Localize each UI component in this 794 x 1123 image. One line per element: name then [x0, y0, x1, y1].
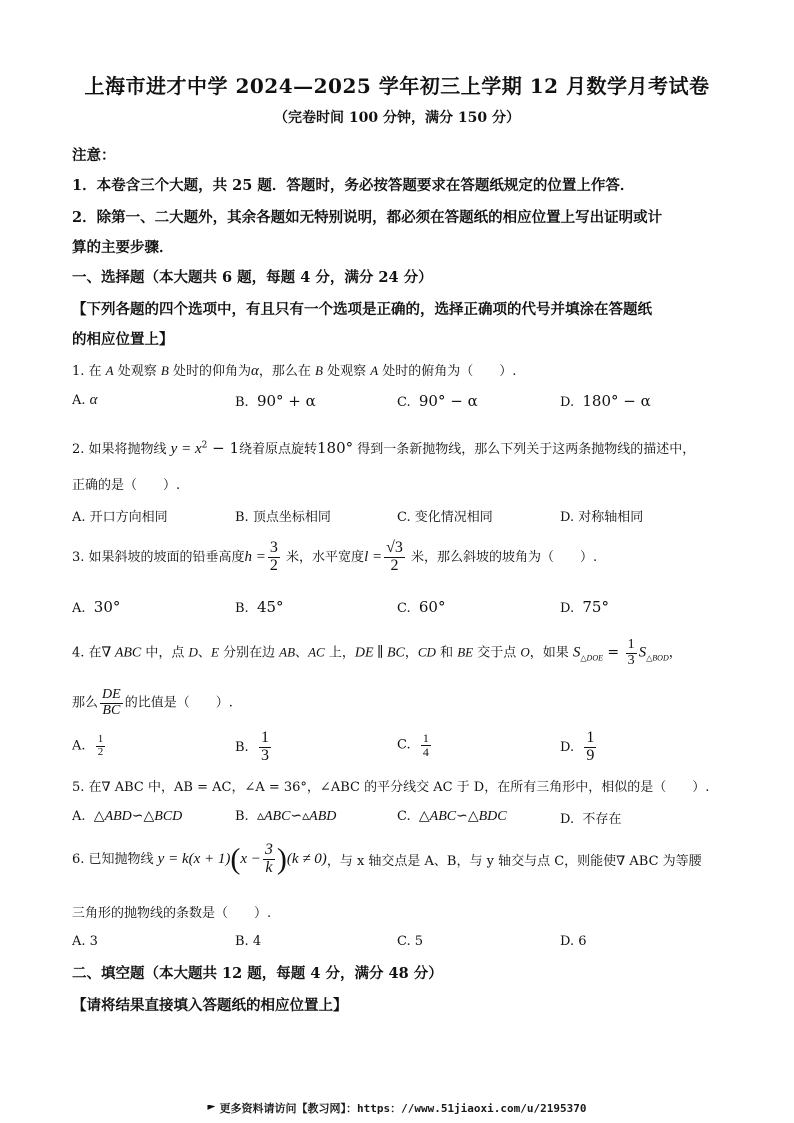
- q1-option-d: [560, 392, 651, 410]
- question-2: [72, 438, 695, 458]
- fraction-numerator: 3: [264, 841, 273, 858]
- q1-point-b: B: [160, 363, 169, 378]
- q3-h-fraction: [268, 540, 280, 575]
- option-label: A.: [72, 601, 86, 616]
- q2-text: 得到一条新抛物线，那么下列关于这两条抛物线的描述中，: [353, 442, 696, 457]
- q4-point: D: [188, 644, 198, 660]
- q2-option-a: A. 开口方向相同: [72, 510, 168, 525]
- fraction-denominator: 3: [627, 652, 635, 668]
- q5-option-c: [397, 808, 507, 825]
- option-label: D.: [560, 395, 575, 410]
- q4-equals: =: [602, 644, 624, 661]
- option-label: B.: [235, 809, 249, 824]
- left-paren: (: [230, 842, 241, 876]
- q4-text: 的比值是（ ）.: [124, 695, 233, 711]
- option-value: △ABC∽△BDC: [418, 809, 507, 824]
- option-value: △ABD∽△BCD: [93, 809, 183, 824]
- option-label: D.: [560, 812, 575, 827]
- q6-option-a: A. 3: [72, 934, 98, 949]
- q1-text: 处时的俯角为（ ）.: [378, 364, 517, 379]
- option-value: α: [89, 392, 98, 408]
- option-value: 不存在: [582, 812, 622, 827]
- fraction-denominator: k: [265, 858, 273, 876]
- q4-point: E: [210, 644, 219, 660]
- fraction-numerator: DE: [102, 687, 121, 702]
- q4-text: 上，: [324, 645, 355, 661]
- option-label: D.: [560, 739, 575, 755]
- option-label: A.: [72, 809, 86, 824]
- q4-area-subscript: △DOE: [580, 653, 603, 663]
- q3-option-b: [235, 598, 284, 616]
- fraction-denominator: 2: [269, 556, 278, 574]
- q4-text: 那么: [72, 695, 99, 711]
- notice-item-2-cont: 算的主要步骤．: [72, 239, 174, 256]
- footer-link[interactable]: 更多资料请访问【教习网】：https：//www.51jiaoxi.com/u/2195370: [219, 1102, 587, 1115]
- section1-heading: 一、选择题（本大题共 6 题，每题 4 分，满分 24 分）: [72, 269, 433, 286]
- option-value: 180° − α: [582, 392, 651, 410]
- q3-option-d: [560, 598, 609, 616]
- fraction-numerator: √3: [386, 539, 403, 556]
- q4-text: 、: [197, 645, 211, 661]
- option-value: 90° − α: [418, 392, 478, 410]
- q1-text: ，那么在: [258, 364, 315, 379]
- section2-instruction: 【请将结果直接填入答题纸的相应位置上】: [72, 997, 348, 1014]
- q4-text: 4. 在: [72, 645, 102, 661]
- option-label: B.: [235, 395, 249, 410]
- fraction-denominator: 4: [422, 744, 429, 759]
- q1-point-a: A: [105, 363, 114, 378]
- q2-option-c: C. 变化情况相同: [397, 510, 493, 525]
- q4-text: ，如果: [529, 645, 573, 661]
- fraction-denominator: 9: [586, 746, 595, 764]
- q3-h: h =: [244, 548, 266, 565]
- q2-option-b: B. 顶点坐标相同: [235, 510, 331, 525]
- fraction-numerator: 3: [269, 539, 278, 556]
- q1-text: 处观察: [113, 364, 161, 379]
- q4-text: 中，点: [141, 645, 189, 661]
- fraction-numerator: 1: [627, 637, 635, 652]
- q6-text: ，与 x 轴交点是 A、B，与 y 轴交与点 C，则能使∇ ABC 为等腰: [326, 853, 702, 869]
- q4-text: ，: [404, 645, 418, 661]
- q6-text: 6. 已知抛物线: [72, 851, 158, 867]
- q1-text: 1. 在: [72, 364, 106, 379]
- q4-area-subscript: △BOD: [646, 653, 669, 663]
- q3-text: 3. 如果斜坡的坡面的铅垂高度: [72, 549, 245, 565]
- q6-formula: y = k(x + 1): [157, 850, 231, 867]
- option-value: 75°: [582, 598, 609, 616]
- option-fraction: [96, 734, 106, 758]
- q2-text: 2. 如果将抛物线: [72, 442, 171, 457]
- fraction-denominator: 2: [390, 556, 399, 574]
- q1-point-b: B: [315, 363, 323, 378]
- fraction-denominator: 3: [260, 746, 269, 764]
- option-value: 60°: [418, 598, 446, 616]
- option-label: C.: [397, 395, 411, 410]
- fraction-numerator: 1: [97, 733, 104, 745]
- q1-option-b: [235, 392, 316, 410]
- option-value: 90° + α: [256, 392, 316, 410]
- q1-text: 处观察: [322, 364, 371, 379]
- question-6: [72, 842, 702, 877]
- q4-fraction: [626, 638, 637, 668]
- q1-point-a: A: [370, 363, 379, 378]
- question-1: [72, 360, 516, 380]
- notice-item-1: 1．本卷含三个大题，共 25 题．答题时，务必按答题要求在答题纸规定的位置上作答．: [72, 177, 635, 194]
- question-6-cont: 三角形的抛物线的条数是（ ）.: [72, 906, 272, 921]
- q4-area: S: [572, 644, 581, 661]
- q4-segment: AB: [279, 644, 296, 660]
- q4-option-c: [397, 732, 433, 758]
- option-fraction: [421, 732, 431, 758]
- flag-icon: [207, 1105, 215, 1114]
- option-label: C.: [397, 737, 411, 753]
- fraction-numerator: 1: [422, 731, 429, 745]
- section1-instruction: 【下列各题的四个选项中，有且只有一个选项是正确的，选择正确项的代号并填涂在答题纸: [72, 301, 652, 318]
- section1-instruction-cont: 的相应位置上】: [72, 331, 174, 348]
- q5-option-b: [235, 808, 336, 825]
- q4-segment: BE: [457, 644, 474, 660]
- question-3: [72, 540, 597, 575]
- q4-area: S: [638, 644, 647, 661]
- q4-segment: AC: [308, 644, 325, 660]
- footer: [0, 1100, 794, 1116]
- q4-option-b: [235, 730, 273, 765]
- fraction-denominator: 2: [97, 745, 104, 758]
- q6-option-b: B. 4: [235, 934, 262, 949]
- option-label: A.: [72, 738, 86, 754]
- option-fraction: [584, 730, 596, 765]
- q1-alpha: α: [250, 363, 259, 379]
- q6-formula: (k ≠ 0): [286, 850, 327, 867]
- q4-text: ，: [668, 645, 682, 661]
- fraction-denominator: BC: [102, 702, 121, 718]
- q2-text: 绕着原点旋转: [239, 442, 318, 457]
- question-4-cont: [72, 688, 233, 718]
- q4-text: 交于点: [473, 645, 521, 661]
- option-value: ▵ABC∽▵ABD: [256, 809, 337, 824]
- q4-option-a: [72, 734, 107, 758]
- q2-formula: − 1: [207, 439, 239, 457]
- option-label: C.: [397, 601, 411, 616]
- q4-parallel: DE ∥ BC: [354, 645, 405, 661]
- q3-text: 米，那么斜坡的坡角为（ ）.: [406, 549, 598, 565]
- section2-heading: 二、填空题（本大题共 12 题，每题 4 分，满分 48 分）: [72, 965, 443, 982]
- page-subtitle: （完卷时间 100 分钟，满分 150 分）: [274, 110, 520, 126]
- q4-triangle: ∇ ABC: [101, 645, 142, 661]
- page-title: 上海市进才中学 2024—2025 学年初三上学期 12 月数学月考试卷: [84, 74, 710, 98]
- option-value: 30°: [93, 598, 121, 616]
- option-fraction: [259, 730, 271, 765]
- option-value: 45°: [256, 598, 284, 616]
- option-label: D.: [560, 601, 575, 616]
- q4-text: 分别在边: [218, 645, 280, 661]
- q6-option-d: D. 6: [560, 934, 587, 949]
- q3-option-a: [72, 598, 120, 616]
- q2-exponent: 2: [201, 440, 208, 451]
- notice-item-2: 2．除第一、二大题外，其余各题如无特别说明，都必须在答题纸的相应位置上写出证明或计: [72, 209, 663, 226]
- question-2-cont: 正确的是（ ）.: [72, 478, 181, 493]
- q5-option-a: [72, 808, 182, 825]
- option-label: C.: [397, 809, 411, 824]
- q4-segment: CD: [417, 644, 436, 660]
- q6-option-c: C. 5: [397, 934, 424, 949]
- question-4: [72, 638, 682, 668]
- q2-degree: 180°: [317, 439, 354, 457]
- q6-formula: x −: [240, 850, 261, 867]
- q3-l: l =: [364, 548, 383, 565]
- q3-text: 米，水平宽度: [281, 549, 365, 565]
- q5-option-d: [560, 808, 621, 827]
- q6-fraction: [263, 842, 275, 877]
- q1-option-c: [397, 392, 478, 410]
- q4-point: O: [520, 644, 530, 660]
- right-paren: ): [276, 842, 287, 876]
- notice-heading: 注意：: [72, 147, 116, 164]
- q4-ratio: [100, 688, 123, 718]
- question-5: 5. 在∇ ABC 中，AB = AC，∠A = 36°，∠ABC 的平分线交 AC 于 D，在所有三角形中，相似的是（ ）.: [72, 780, 710, 795]
- fraction-numerator: 1: [586, 729, 595, 746]
- q2-option-d: D. 对称轴相同: [560, 510, 644, 525]
- option-label: B.: [235, 739, 249, 755]
- q3-option-c: [397, 598, 445, 616]
- option-label: A.: [72, 393, 86, 408]
- q2-formula: y = x: [170, 441, 202, 457]
- fraction-numerator: 1: [260, 729, 269, 746]
- q3-l-fraction: [384, 540, 405, 575]
- q4-text: 、: [295, 645, 309, 661]
- option-label: B.: [235, 601, 249, 616]
- q4-option-d: [560, 730, 598, 765]
- q1-option-a: [72, 392, 98, 409]
- q4-text: 和: [435, 645, 458, 661]
- q1-text: 处时的仰角为: [168, 364, 251, 379]
